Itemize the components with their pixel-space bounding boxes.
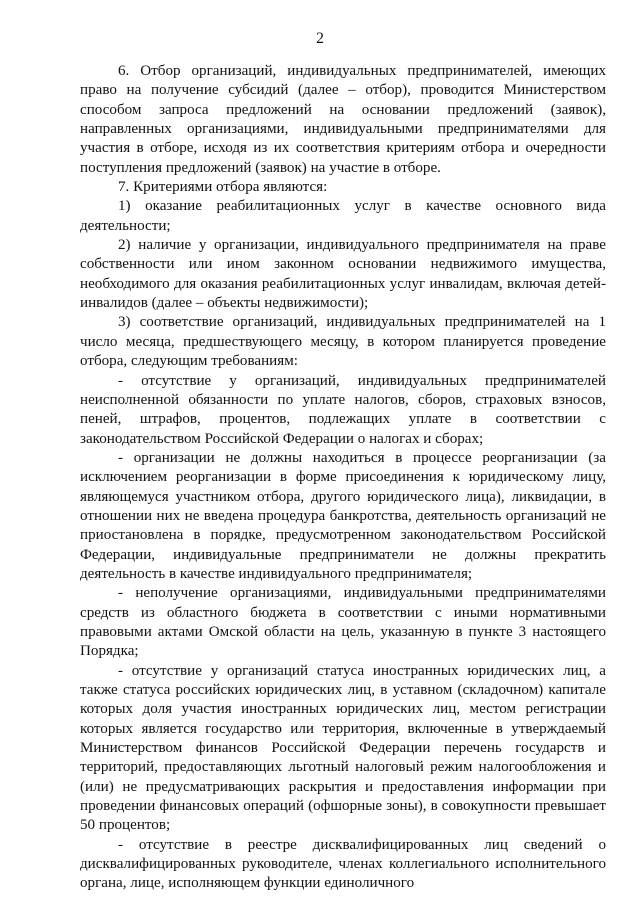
requirement-no-tax-debt: - отсутствие у организаций, индивидуальных предпринимателей неисполненной обязанности по уплате налогов, сборов, страховых взносов, пеней, штрафов, процентов, подлежащих уплате в соответствии с законодательством Российской Федерации о налогах и сборах; [80,372,606,447]
document-body [80,62,606,894]
page-number: 2 [316,30,324,47]
criterion-2: 2) наличие у организации, индивидуального предпринимателя на праве собственности или ином законном основании недвижимого имущества, необходимого для оказания реабилитационных услуг инвалидам, включая детей-инвалидов (далее – объекты недвижимости); [80,237,606,312]
criterion-1: 1) оказание реабилитационных услуг в качестве основного вида деятельности; [80,198,606,234]
requirement-no-reorganization: - организации не должны находиться в процессе реорганизации (за исключением реорганизации в форме присоединения к юридическому лицу, являющемуся участником отбора, другого юридического лица), ликвидации, в отношении них не введена процедура банкротства, деятельность организаций не приостановлена в порядке, предусмотренном законодательством Российской Федерации, индивидуальные предприниматели не должны прекратить деятельность в качестве индивидуального предпринимателя; [80,449,606,582]
criterion-3: 3) соответствие организаций, индивидуальных предпринимателей на 1 число месяца, предшествующего месяцу, в котором планируется проведение отбора, следующим требованиям: [80,314,606,370]
requirement-no-foreign-status: - отсутствие у организаций статуса иностранных юридических лиц, а также статуса российских юридических лиц, в уставном (складочном) капитале которых доля участия иностранных юридических лиц, местом регистрации которых является государство или территория, включенные в утверждаемый Министерством финансов Российской Федерации перечень государств и территорий, предоставляющих льготный налоговый режим налогообложения и (или) не предусматривающих раскрытия и предоставления информации при проведении финансовых операций (офшорные зоны), в совокупности превышает 50 процентов; [80,662,606,834]
requirement-no-disqualified-persons: - отсутствие в реестре дисквалифицированных лиц сведений о дисквалифицированных руководителе, членах коллегиального исполнительного органа, лице, исполняющем функции единоличного [80,836,606,892]
requirement-no-other-funding: - неполучение организациями, индивидуальными предпринимателями средств из областного бюджета в соответствии с иными нормативными правовыми актами Омской области на цель, указанную в пункте 3 настоящего Порядка; [80,585,606,660]
paragraph-6-selection: 6. Отбор организаций, индивидуальных предпринимателей, имеющих право на получение субсидий (далее – отбор), проводится Министерством способом запроса предложений на основании предложений (заявок), направленных организациями, индивидуальными предпринимателями для участия в отборе, исходя из их соответствия критериям отбора и очередности поступления предложений (заявок) на участие в отборе. [80,63,606,176]
paragraph-7-criteria-heading: 7. Критериями отбора являются: [118,179,328,196]
